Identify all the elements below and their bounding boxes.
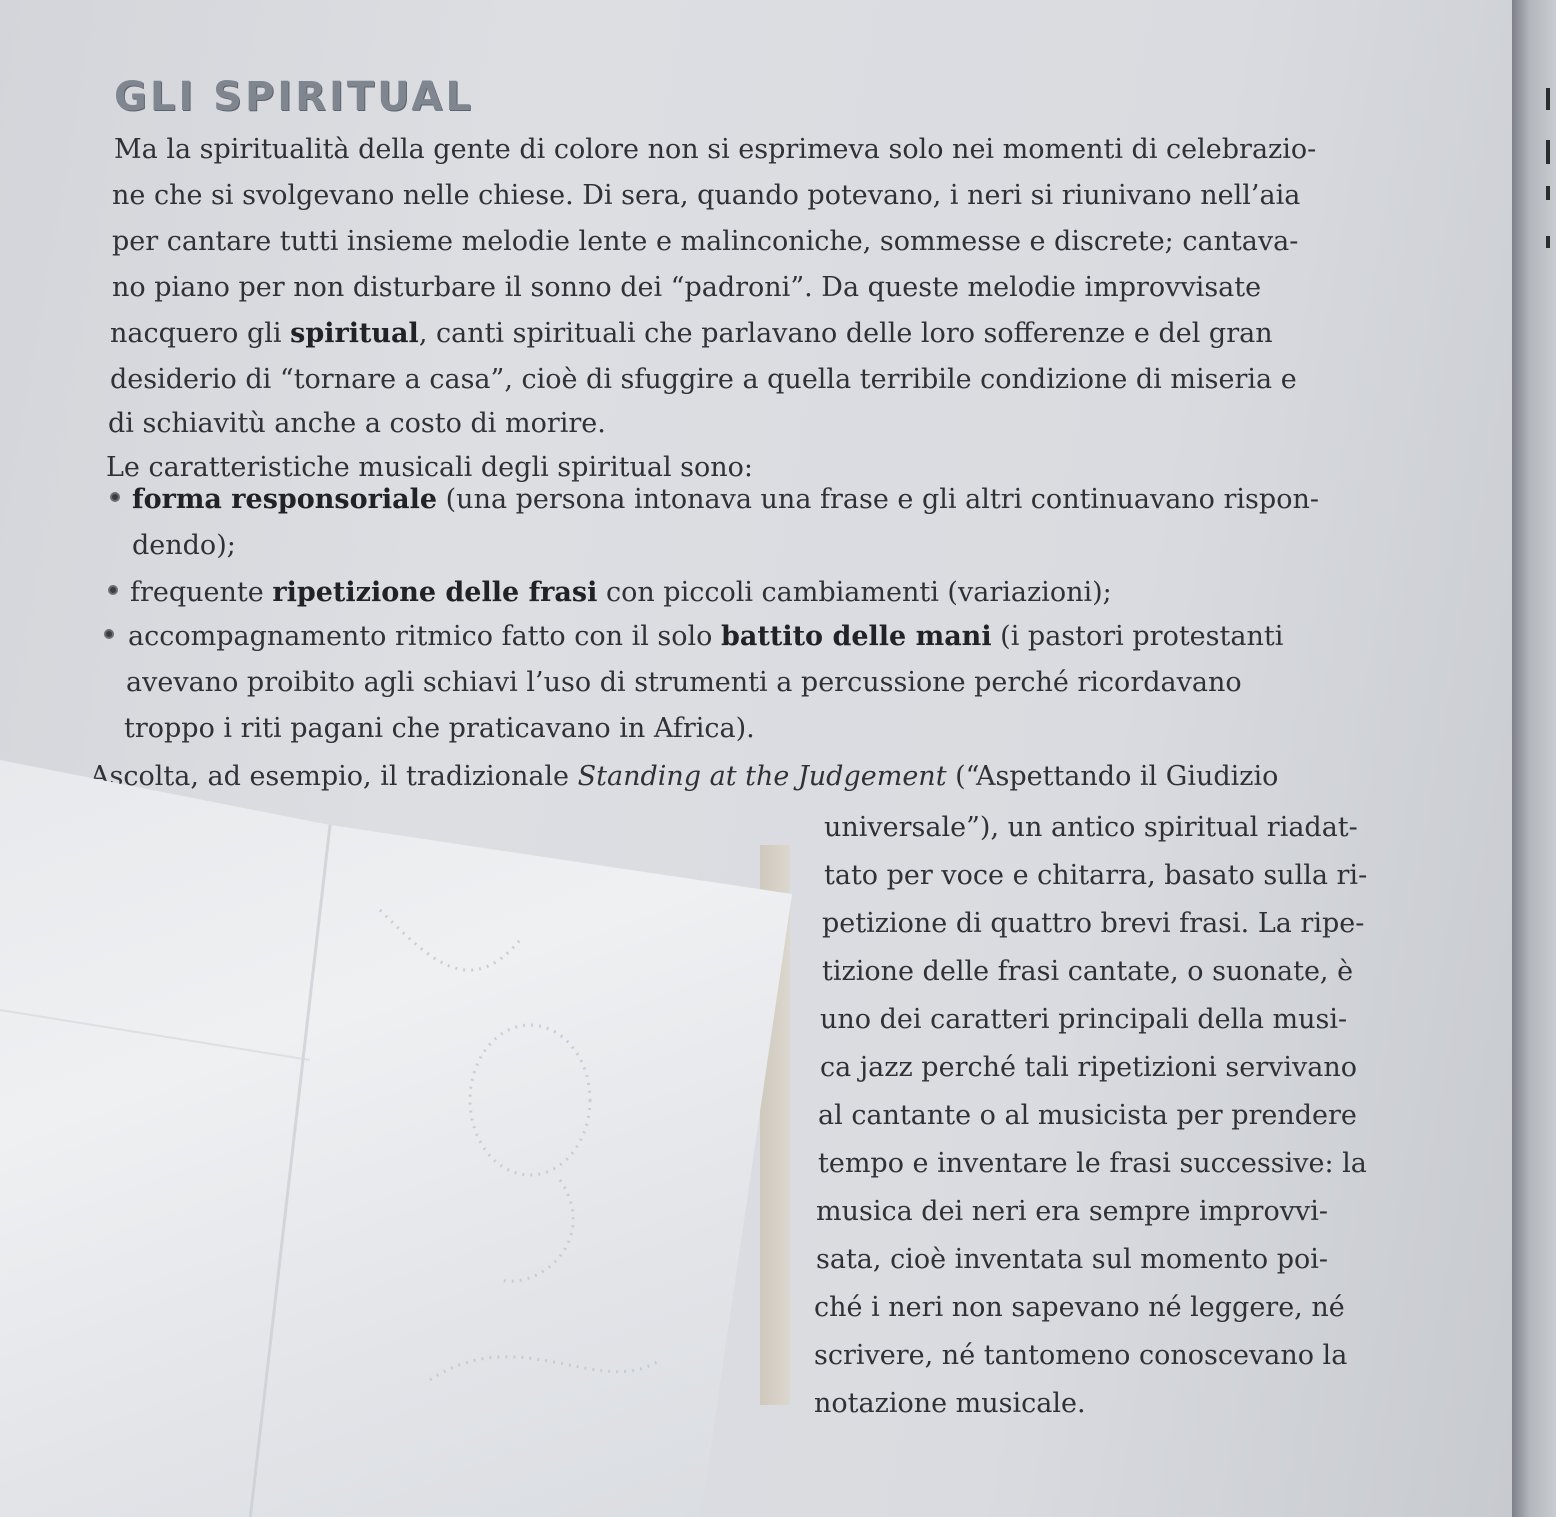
text-fragment: accompagnamento ritmico fatto con il solo [128, 621, 722, 652]
text-line [110, 314, 1273, 354]
edge-mark [1546, 88, 1550, 110]
text-line: uno dei caratteri principali della musi- [820, 1004, 1348, 1035]
text-line: sata, cioè inventata sul momento poi- [816, 1244, 1329, 1275]
keyword: ripetizione delle frasi [272, 577, 598, 608]
list-item-continued: dendo); [132, 530, 236, 561]
text-fragment: nacquero gli [110, 318, 291, 349]
keyword: battito delle mani [721, 621, 992, 652]
text-fragment: Ascolta, ad esempio, il tradizionale [90, 761, 578, 792]
text-line: ché i neri non sapevano né leggere, né [814, 1292, 1345, 1323]
list-item-continued: avevano proibito agli schiavi l’uso di strumenti a percussione perché ricordavano [126, 667, 1242, 698]
edge-mark [1546, 236, 1550, 248]
paper-tissue [0, 760, 830, 1517]
text-line: ne che si svolgevano nelle chiese. Di sera, quando potevano, i neri si riunivano nell’aia [112, 180, 1301, 211]
text-line: tato per voce e chitarra, basato sulla ri- [824, 860, 1368, 891]
text-line: musica dei neri era sempre improvvi- [816, 1196, 1328, 1227]
text-line: di schiavitù anche a costo di morire. [108, 408, 606, 439]
text-line: ca jazz perché tali ripetizioni servivano [820, 1052, 1357, 1083]
bullet-icon [104, 629, 114, 639]
text-fragment: frequente [130, 577, 273, 608]
text-line: al cantante o al musicista per prendere [818, 1100, 1357, 1131]
text-line: tizione delle frasi cantate, o suonate, è [822, 956, 1354, 987]
edge-mark [1546, 140, 1550, 164]
text-fragment: , canti spirituali che parlavano delle loro sofferenze e del gran [418, 318, 1273, 349]
list-intro: Le caratteristiche musicali degli spiritual sono: [106, 452, 754, 483]
edge-mark [1546, 186, 1550, 200]
text-line: petizione di quattro brevi frasi. La ripe- [822, 908, 1365, 939]
text-line [90, 757, 1278, 797]
keyword: forma responsoriale [132, 484, 438, 515]
list-item [132, 480, 1319, 520]
section-heading: GLI SPIRITUAL [114, 74, 474, 120]
list-item [128, 617, 1283, 657]
text-fragment: (“Aspettando il Giudizio [946, 761, 1279, 792]
text-fragment: (una persona intonava una frase e gli altri continuavano rispon- [437, 484, 1319, 515]
text-line: universale”), un antico spiritual riadat- [824, 812, 1358, 843]
text-fragment: (i pastori protestanti [991, 621, 1284, 652]
list-item [130, 573, 1112, 613]
list-item-continued: troppo i riti pagani che praticavano in Africa). [124, 713, 755, 744]
text-line: no piano per non disturbare il sonno dei “padroni”. Da queste melodie improvvisate [112, 272, 1262, 303]
song-title: Standing at the Judgement [577, 761, 947, 792]
bullet-icon [110, 492, 120, 502]
text-line: notazione musicale. [814, 1388, 1086, 1419]
text-line: Ma la spiritualità della gente di colore non si esprimeva solo nei momenti di celebrazio- [114, 134, 1317, 165]
adjacent-page-edge [1512, 0, 1556, 1517]
bullet-icon [108, 585, 118, 595]
keyword-spiritual: spiritual [290, 318, 419, 349]
text-line: per cantare tutti insieme melodie lente e malinconiche, sommesse e discrete; cantava- [112, 226, 1299, 257]
text-line: desiderio di “tornare a casa”, cioè di sfuggire a quella terribile condizione di miseria e [110, 364, 1297, 395]
text-fragment: con piccoli cambiamenti (variazioni); [597, 577, 1112, 608]
text-line: tempo e inventare le frasi successive: la [818, 1148, 1367, 1179]
text-line: scrivere, né tantomeno conoscevano la [814, 1340, 1348, 1371]
